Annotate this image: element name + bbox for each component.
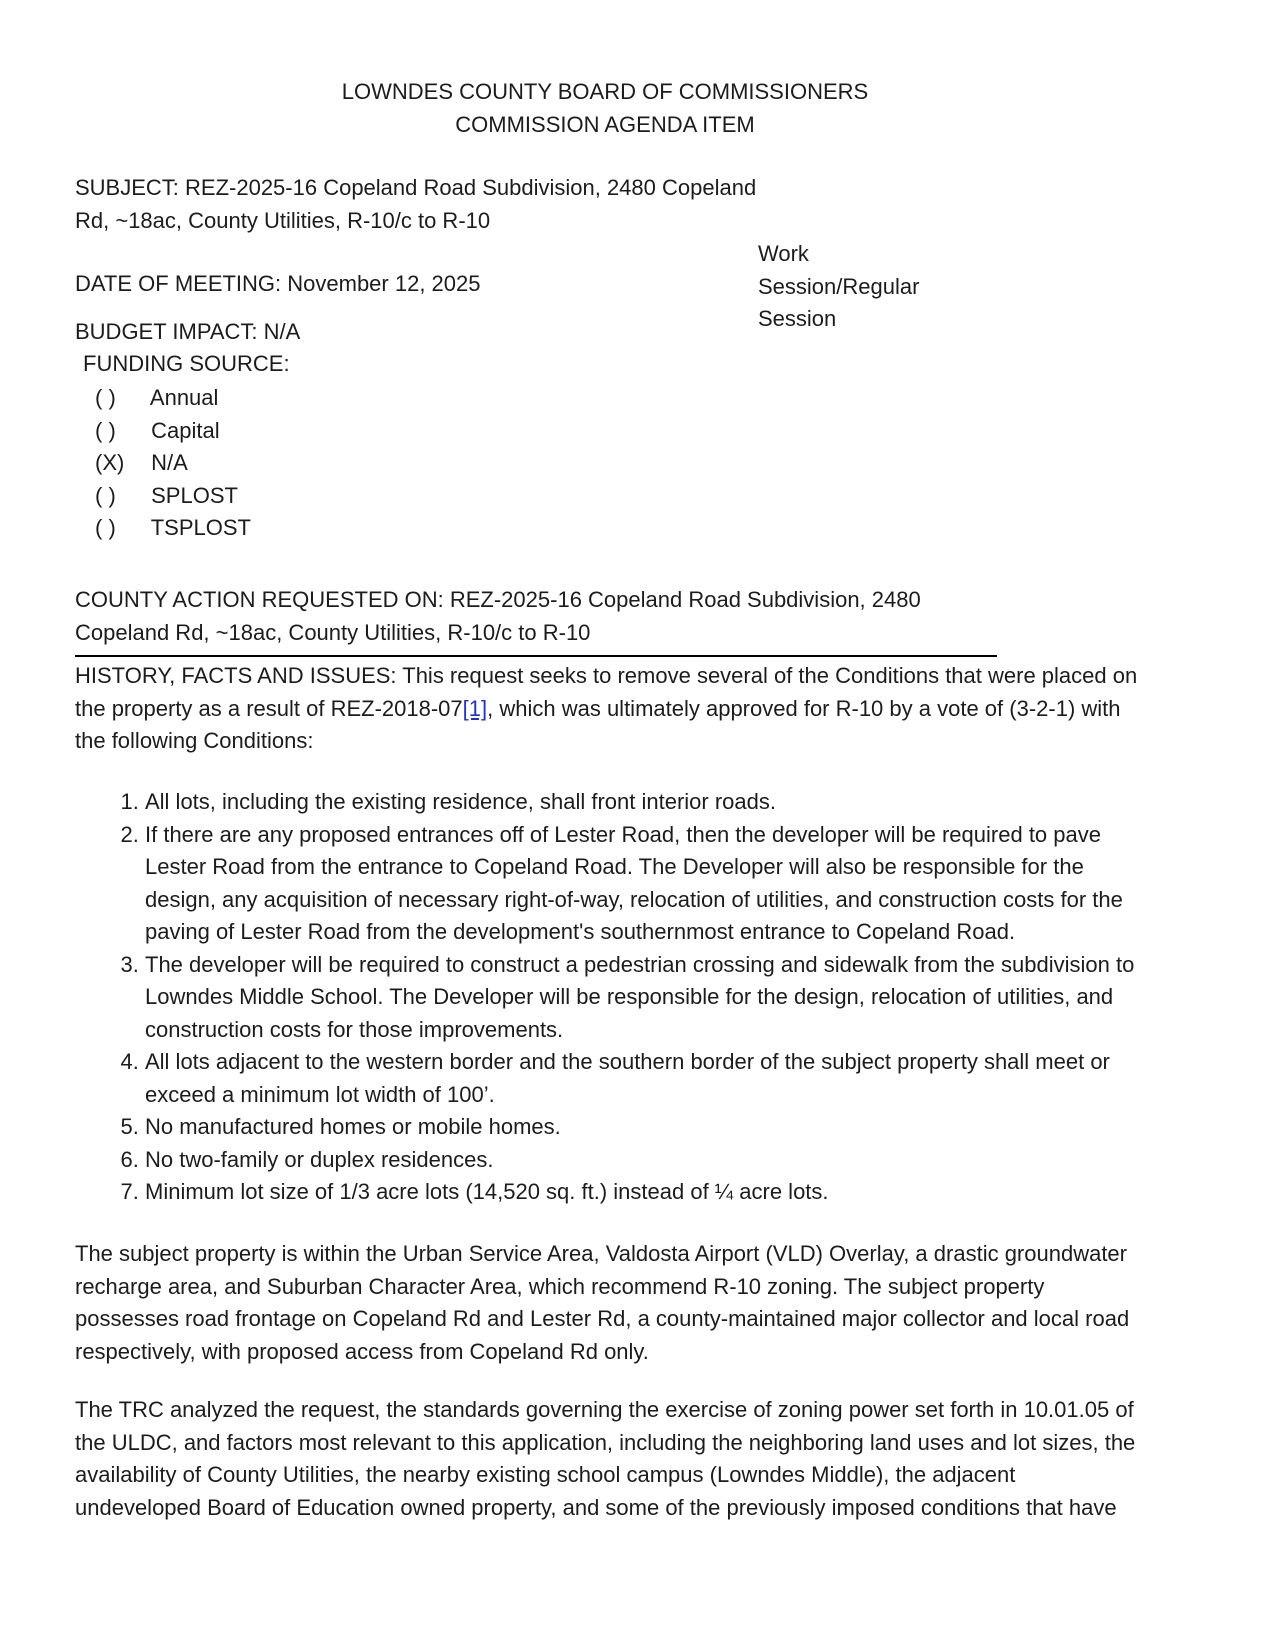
funding-option-na — [95, 447, 251, 480]
footnote-1-link[interactable]: [1] — [462, 695, 488, 721]
history-intro-text: HISTORY, FACTS AND ISSUES: This request seeks to remove several of the Conditions that were placed on the property as a result of REZ-2018-07 — [75, 663, 1138, 721]
subject-block — [75, 172, 775, 237]
funding-option-capital — [95, 415, 251, 448]
subject-line-1: SUBJECT: REZ-2025-16 Copeland Road Subdivision, 2480 Copeland — [75, 175, 757, 200]
budget-impact: BUDGET IMPACT: N/A — [75, 319, 301, 344]
county-action-line-1: COUNTY ACTION REQUESTED ON: REZ-2025-16 Copeland Road Subdivision, 2480 — [75, 587, 921, 612]
trc-analysis-paragraph: The TRC analyzed the request, the standards governing the exercise of zoning power set forth in 10.01.05 of the ULDC, and factors most relevant to this application, including the neighboring land uses and lot sizes, the availability of County Utilities, the nearby existing school campus (Lowndes Middle), the adjacent undeveloped Board of Education owned property, and some of the previously imposed conditions that have — [75, 1397, 1136, 1520]
session-type-line-3: Session — [758, 306, 837, 331]
title-line-1: LOWNDES COUNTY BOARD OF COMMISSIONERS — [341, 79, 869, 104]
condition-item-6: 6. No two-family or duplex residences. — [145, 1144, 1150, 1177]
funding-option-label-tsplost: TSPLOST — [150, 515, 251, 540]
history-facts-issues-paragraph — [75, 660, 1147, 758]
condition-item-1: 1. All lots, including the existing residence, shall front interior roads. — [145, 786, 1150, 819]
funding-option-splost — [95, 480, 251, 513]
condition-item-4: 4. All lots adjacent to the western border and the southern border of the subject property shall meet or exceed a minimum lot width of 100’. — [145, 1046, 1150, 1111]
funding-option-annual — [95, 382, 251, 415]
session-type-line-1: Work — [758, 241, 809, 266]
title-line-2: COMMISSION AGENDA ITEM — [455, 111, 755, 137]
county-action-line-2: Copeland Rd, ~18ac, County Utilities, R-10/c to R-10 — [75, 619, 591, 645]
checkbox-mark-capital: ( ) — [95, 417, 116, 443]
funding-option-label-annual: Annual — [149, 385, 219, 410]
funding-option-label-na: N/A — [151, 450, 188, 475]
document-title — [75, 76, 1135, 141]
funding-source-label: FUNDING SOURCE: — [83, 351, 290, 376]
checkbox-mark-annual: ( ) — [95, 385, 116, 410]
conditions-list — [75, 786, 1150, 1209]
subject-property-paragraph: The subject property is within the Urban Service Area, Valdosta Airport (VLD) Overlay, a drastic groundwater recharge area, and Suburban Character Area, which recommend R-10 zoning. The subject property possesses road frontage on Copeland Rd and Lester Rd, a county-maintained major collector and local road respectively, with proposed access from Copeland Rd only. — [75, 1241, 1130, 1364]
funding-option-tsplost — [95, 512, 251, 545]
checkbox-mark-splost: ( ) — [95, 482, 116, 508]
condition-item-3: 3. The developer will be required to construct a pedestrian crossing and sidewalk from the subdivision to Lowndes Middle School. The Developer will be responsible for the design, relocation of utilities, and construction costs for those improvements. — [145, 949, 1150, 1047]
condition-item-2: 2. If there are any proposed entrances off of Lester Road, then the developer will be required to pave Lester Road from the entrance to Copeland Road. The Developer will also be responsible for the design, any acquisition of necessary right-of-way, relocation of utilities, and construction costs for the paving of Lester Road from the development's southernmost entrance to Copeland Road. — [145, 819, 1150, 949]
date-of-meeting: DATE OF MEETING: November 12, 2025 — [75, 271, 481, 296]
session-type-block — [758, 238, 933, 336]
checkbox-mark-na: (X) — [95, 450, 125, 475]
condition-item-5: 5. No manufactured homes or mobile homes. — [145, 1111, 1150, 1144]
subject-line-2: Rd, ~18ac, County Utilities, R-10/c to R-10 — [75, 207, 491, 233]
funding-option-label-capital: Capital — [151, 417, 220, 443]
funding-option-label-splost: SPLOST — [151, 482, 238, 508]
condition-item-7: 7. Minimum lot size of 1/3 acre lots (14,520 sq. ft.) instead of ¼ acre lots. — [145, 1176, 1150, 1209]
funding-options-list — [95, 382, 251, 545]
checkbox-mark-tsplost: ( ) — [95, 515, 116, 540]
county-action-requested — [75, 584, 997, 657]
session-type-line-2: Session/Regular — [758, 273, 920, 299]
history-intro-text-continued: , which was ultimately approved for R-10 by a vote of (3-2-1) with the following Conditions: — [75, 695, 1121, 753]
